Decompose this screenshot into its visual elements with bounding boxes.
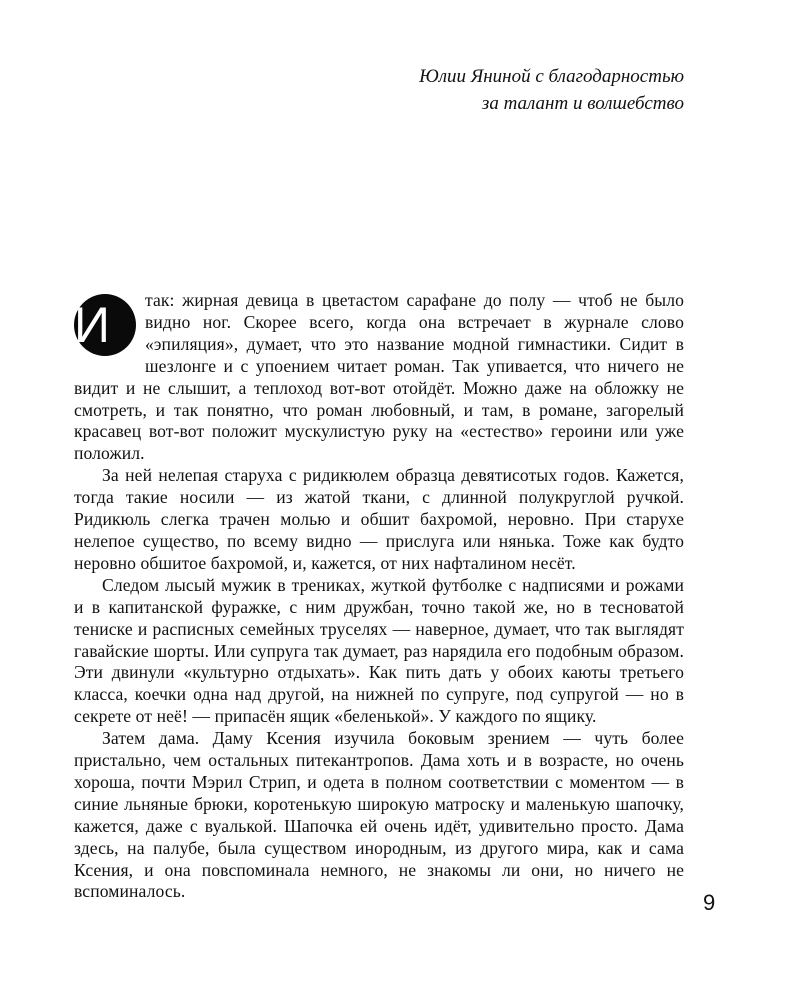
paragraph-1-text: так: жирная девица в цветастом сарафане до полу — чтоб не было видно ног. Скорее всего, когда она встречает в журнале слово «эпиляция», думает, что это название модной гимнастики. Сидит в шезлонге и с упоением читает роман. Так упивается, что ничего не видит и не слышит, а теплоход вот-вот отойдёт. Можно даже на обложку не смотреть, и так понятно, что роман любовный, и там, в романе, загорелый красавец вот-вот положит мускулистую руку на «естество» героини или уже положил. xyxy=(74,290,684,464)
paragraph-3: Следом лысый мужик в трениках, жуткой футболке с надписями и рожами и в капитанской фуражке, с ним дружбан, точно такой же, но в тесноватой тениске и расписных семейных труселях — наверное, думает, что так выглядят гавайские шорты. Или супруга так думает, раз нарядила его подобным образом. Эти двинули «культурно отдыхать». Как пить дать у обоих каюты третьего класса, коечки одна над другой, на нижней по супруге, под супругой — но в секрете от неё! — припасён ящик «беленькой». У каждого по ящику. xyxy=(74,574,684,727)
page-number: 9 xyxy=(703,890,716,915)
paragraph-2: За ней нелепая старуха с ридикюлем образца девятисотых годов. Кажется, тогда такие носили — из жатой ткани, с длинной полукруглой ручкой. Ридикюль слегка трачен молью и обшит бахромой, неровно. При старухе нелепое существо, по всему видно — прислуга или нянька. Тоже как будто неровно обшитое бахромой, и, кажется, от них нафталином несёт. xyxy=(74,465,684,573)
paragraph-1 xyxy=(74,290,684,465)
dedication xyxy=(284,63,684,117)
dedication-line-1: Юлии Яниной с благодарностью xyxy=(419,66,684,87)
drop-cap: И xyxy=(74,294,136,356)
dedication-line-2: за талант и волшебство xyxy=(481,93,684,114)
chapter-text xyxy=(74,290,684,903)
paragraph-4: Затем дама. Даму Ксения изучила боковым зрением — чуть более пристально, чем остальных питекантропов. Дама хоть и в возрасте, но очень хороша, почти Мэрил Стрип, и одета в полном соответствии с моментом — в синие льняные брюки, коротенькую широкую матроску и маленькую шапочку, кажется, даже с вуалькой. Шапочка ей очень идёт, удивительно просто. Дама здесь, на палубе, была существом инородным, из другого мира, как и сама Ксения, и она повспоминала немного, не знакомы ли они, но ничего не вспоминалось. xyxy=(74,728,684,902)
